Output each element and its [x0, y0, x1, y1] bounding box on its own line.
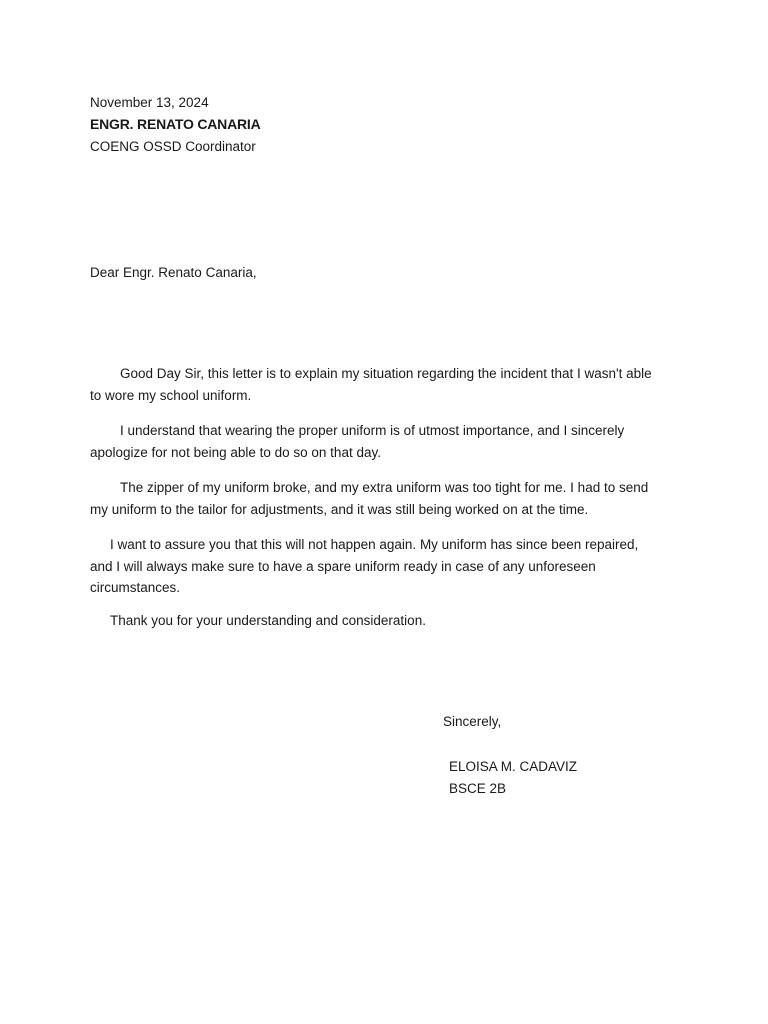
- signer-section: BSCE 2B: [449, 781, 507, 796]
- letter-date: November 13, 2024: [90, 95, 209, 110]
- signer-name: ELOISA M. CADAVIZ: [449, 759, 578, 774]
- paragraph-line: my uniform to the tailor for adjustments, and it was still being worked on at the time.: [90, 501, 589, 517]
- body-paragraph-5: [90, 610, 680, 632]
- recipient-name: ENGR. RENATO CANARIA: [90, 116, 261, 132]
- paragraph-line: I want to assure you that this will not happen again. My uniform has since been repaired,: [110, 537, 639, 552]
- body-paragraph-3: [90, 477, 680, 520]
- paragraph-line: I understand that wearing the proper uniform is of utmost importance, and I sincerely: [120, 423, 625, 438]
- paragraph-line: Good Day Sir, this letter is to explain my situation regarding the incident that I wasn't able: [120, 366, 652, 381]
- paragraph-line: and I will always make sure to have a spare uniform ready in case of any unforeseen: [90, 558, 596, 574]
- paragraph-line: The zipper of my uniform broke, and my extra uniform was too tight for me. I had to send: [120, 480, 649, 495]
- body-paragraph-4: [90, 534, 680, 599]
- paragraph-line: to wore my school uniform.: [90, 387, 252, 403]
- paragraph-line: circumstances.: [90, 580, 181, 595]
- paragraph-line: Thank you for your understanding and consideration.: [110, 613, 426, 628]
- closing: Sincerely,: [443, 714, 502, 729]
- recipient-title: COENG OSSD Coordinator: [90, 139, 256, 154]
- body-paragraph-1: [90, 363, 680, 406]
- salutation: Dear Engr. Renato Canaria,: [90, 265, 257, 280]
- paragraph-line: apologize for not being able to do so on that day.: [90, 444, 381, 460]
- body-paragraph-2: [90, 420, 680, 463]
